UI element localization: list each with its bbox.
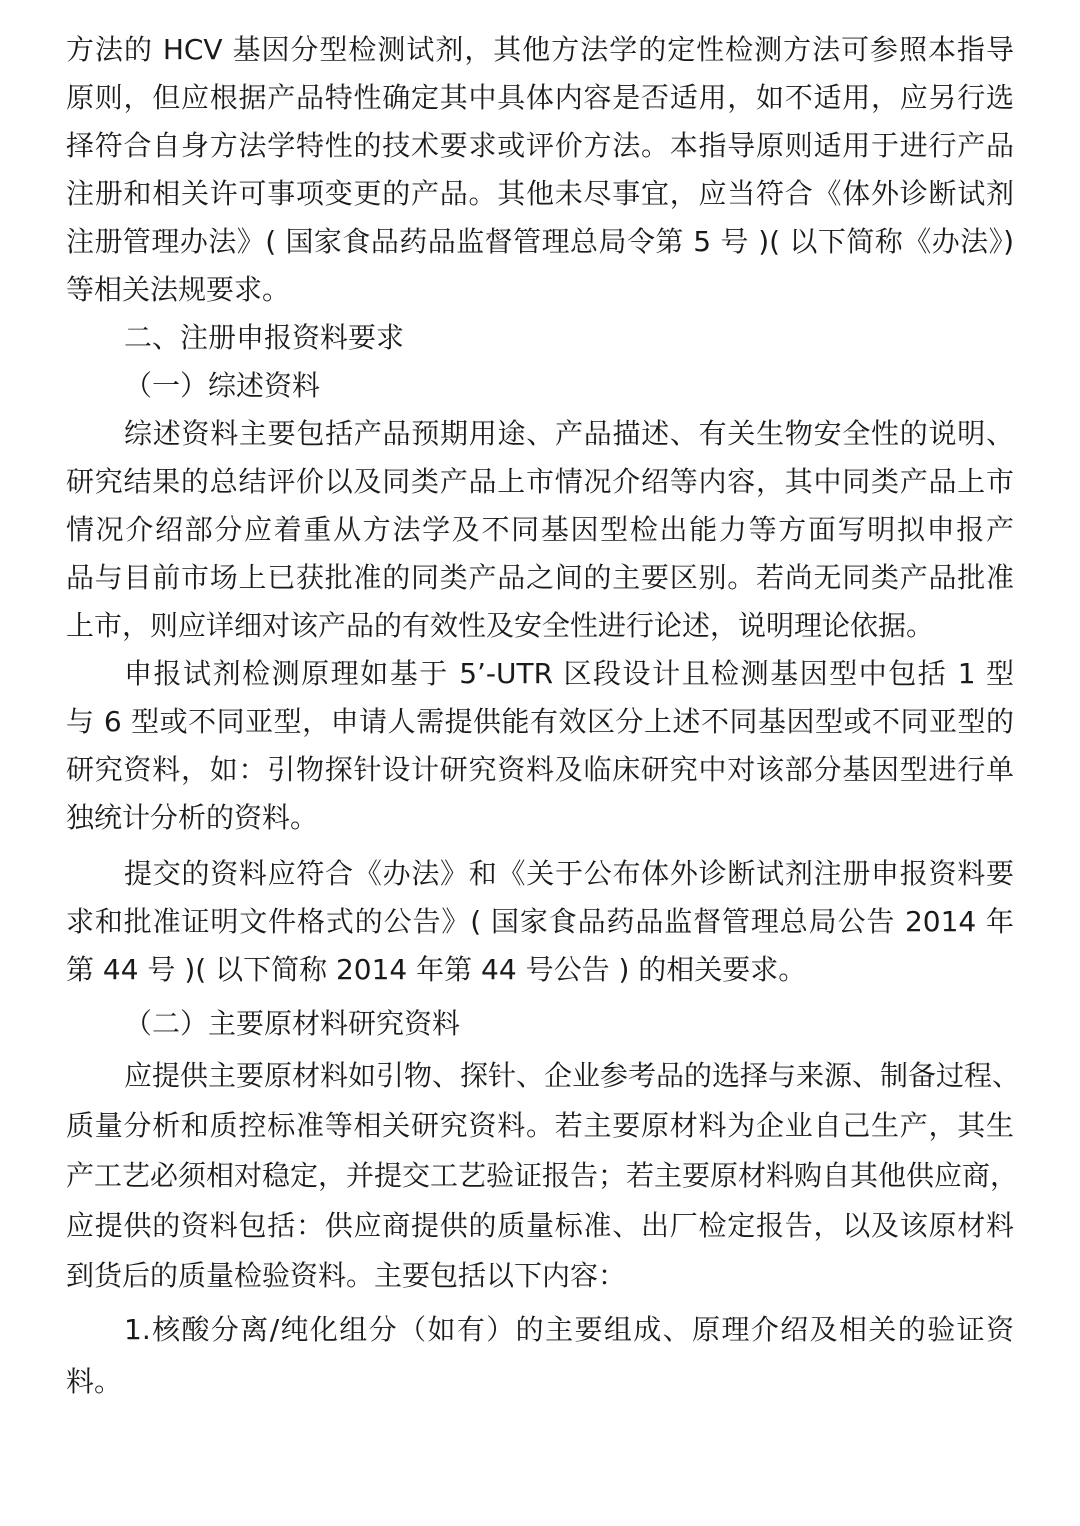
paragraph-line: 方法的 HCV 基因分型检测试剂，其他方法学的定性检测方法可参照本指导 (66, 33, 1014, 66)
paragraph-line: 研究资料，如：引物探针设计研究资料及临床研究中对该部分基因型进行单 (66, 753, 1014, 786)
paragraph-line: 择符合自身方法学特性的技术要求或评价方法。本指导原则适用于进行产品 (66, 129, 1014, 162)
paragraph-line: 原则，但应根据产品特性确定其中具体内容是否适用，如不适用，应另行选 (66, 81, 1014, 114)
paragraph-line: 品与目前市场上已获批准的同类产品之间的主要区别。若尚无同类产品批准 (66, 561, 1014, 594)
paragraph-line: 等相关法规要求。 (66, 273, 291, 306)
subsection-heading: （一）综述资料 (124, 369, 321, 402)
paragraph-line: 应提供主要原材料如引物、探针、企业参考品的选择与来源、制备过程、 (124, 1059, 1021, 1092)
paragraph-line: 研究结果的总结评价以及同类产品上市情况介绍等内容，其中同类产品上市 (66, 465, 1014, 498)
paragraph-line: 情况介绍部分应着重从方法学及不同基因型检出能力等方面写明拟申报产 (66, 513, 1014, 546)
paragraph-line: 与 6 型或不同亚型，申请人需提供能有效区分上述不同基因型或不同亚型的 (66, 705, 1014, 738)
paragraph-line: 注册和相关许可事项变更的产品。其他未尽事宜，应当符合《体外诊断试剂 (66, 177, 1014, 210)
paragraph-line: 质量分析和质控标准等相关研究资料。若主要原材料为企业自己生产，其生 (66, 1109, 1014, 1142)
paragraph-line: 1.核酸分离/纯化组分（如有）的主要组成、原理介绍及相关的验证资 (124, 1313, 1014, 1346)
paragraph-line: 料。 (66, 1365, 123, 1398)
paragraph-line: 注册管理办法》( 国家食品药品监督管理总局令第 5 号 )( 以下简称《办法》) (66, 225, 1014, 258)
paragraph-line: 求和批准证明文件格式的公告》( 国家食品药品监督管理总局公告 2014 年 (66, 905, 1014, 938)
paragraph-line: 申报试剂检测原理如基于 5’-UTR 区段设计且检测基因型中包括 1 型 (124, 657, 1014, 690)
section-heading: 二、注册申报资料要求 (124, 321, 405, 354)
paragraph-line: 到货后的质量检验资料。主要包括以下内容： (66, 1259, 627, 1292)
paragraph-line: 独统计分析的资料。 (66, 801, 319, 834)
paragraph-line: 提交的资料应符合《办法》和《关于公布体外诊断试剂注册申报资料要 (124, 857, 1014, 890)
subsection-heading: （二）主要原材料研究资料 (124, 1007, 461, 1040)
paragraph-line: 综述资料主要包括产品预期用途、产品描述、有关生物安全性的说明、 (124, 417, 1014, 450)
paragraph-line: 第 44 号 )( 以下简称 2014 年第 44 号公告 ) 的相关要求。 (66, 953, 807, 986)
paragraph-line: 产工艺必须相对稳定，并提交工艺验证报告；若主要原材料购自其他供应商， (66, 1159, 1019, 1192)
paragraph-line: 应提供的资料包括：供应商提供的质量标准、出厂检定报告，以及该原材料 (66, 1209, 1014, 1242)
paragraph-line: 上市，则应详细对该产品的有效性及安全性进行论述，说明理论依据。 (66, 609, 935, 642)
